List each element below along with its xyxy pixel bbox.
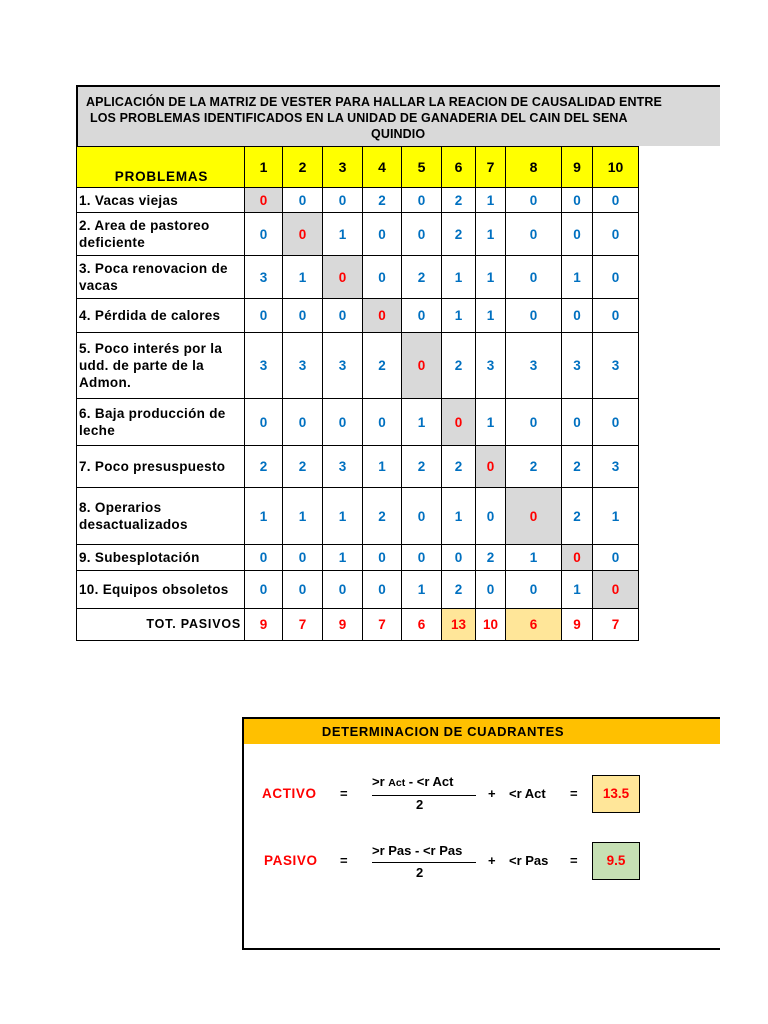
table-row [77,299,639,333]
matrix-cell: 2 [442,446,476,488]
matrix-cell: 0 [283,188,323,213]
matrix-cell: 1 [363,446,402,488]
matrix-cell: 0 [593,213,639,256]
matrix-cell: 1 [476,256,506,299]
activo-denominator: 2 [416,797,424,812]
matrix-cell: 3 [323,333,363,399]
matrix-cell: 1 [283,256,323,299]
matrix-cell: 1 [323,545,363,571]
matrix-cell: 0 [245,213,283,256]
matrix-cell: 0 [593,256,639,299]
matrix-cell: 2 [442,188,476,213]
matrix-cell: 0 [562,545,593,571]
matrix-cell: 0 [323,399,363,446]
matrix-cell: 2 [402,446,442,488]
matrix-cell: 3 [283,333,323,399]
totals-row [77,609,639,641]
matrix-cell: 3 [506,333,562,399]
activo-plus: + [488,786,496,801]
matrix-cell: 3 [476,333,506,399]
quadrants-header-text: DETERMINACION DE CUADRANTES [321,724,565,739]
matrix-cell: 1 [476,399,506,446]
matrix-cell: 1 [283,488,323,545]
matrix-cell: 2 [442,571,476,609]
matrix-cell: 0 [283,399,323,446]
matrix-cell: 0 [506,256,562,299]
matrix-cell: 0 [363,399,402,446]
column-header-9: 9 [562,147,593,188]
matrix-cell: 1 [476,213,506,256]
matrix-cell: 0 [323,188,363,213]
matrix-cell: 1 [402,399,442,446]
matrix-cell: 1 [442,256,476,299]
total-cell: 6 [402,609,442,641]
matrix-cell: 0 [363,299,402,333]
matrix-cell: 0 [363,571,402,609]
problem-label-line: 10. Equipos obsoletos [79,582,229,597]
table-row [77,488,639,545]
matrix-cell: 2 [363,188,402,213]
matrix-cell: 2 [363,488,402,545]
activo-label: ACTIVO [262,786,317,801]
matrix-cell: 0 [506,399,562,446]
matrix-cell: 1 [323,488,363,545]
column-header-4: 4 [363,147,402,188]
problem-label-line: deficiente [79,235,146,250]
matrix-cell: 0 [476,446,506,488]
matrix-cell: 1 [442,299,476,333]
problem-label-line: 3. Poca renovacion de [79,261,228,276]
matrix-cell: 0 [506,299,562,333]
problem-label-line: udd. de parte de la [79,358,204,373]
matrix-cell: 0 [283,299,323,333]
total-cell: 9 [562,609,593,641]
matrix-cell: 0 [593,545,639,571]
problem-label [77,188,245,213]
matrix-cell: 0 [562,213,593,256]
title-line-3: QUINDIO [371,127,426,141]
problem-label [77,213,245,256]
matrix-cell: 0 [283,213,323,256]
matrix-cell: 2 [506,446,562,488]
matrix-cell: 3 [323,446,363,488]
total-cell: 9 [323,609,363,641]
matrix-cell: 0 [442,545,476,571]
pasivo-plus: + [488,853,496,868]
matrix-cell: 0 [476,571,506,609]
matrix-cell: 1 [593,488,639,545]
activo-equals: = [340,786,348,801]
matrix-cell: 0 [506,213,562,256]
matrix-cell: 3 [593,446,639,488]
pasivo-label: PASIVO [264,853,318,868]
activo-equals-2: = [570,786,578,801]
problem-label-line: 1. Vacas viejas [79,192,179,208]
matrix-cell: 0 [562,299,593,333]
matrix-cell: 0 [402,333,442,399]
activo-fraction-bar [372,795,476,796]
quadrants-header [244,717,720,744]
matrix-cell: 2 [442,213,476,256]
totals-label: TOT. PASIVOS [77,609,245,641]
problem-label [77,299,245,333]
problem-label [77,446,245,488]
matrix-cell: 0 [402,488,442,545]
table-row [77,545,639,571]
column-header-6: 6 [442,147,476,188]
total-cell: 7 [283,609,323,641]
problems-header: PROBLEMAS [77,147,245,188]
matrix-cell: 2 [283,446,323,488]
problem-label [77,571,245,609]
matrix-cell: 0 [506,571,562,609]
matrix-cell: 0 [442,399,476,446]
matrix-cell: 0 [562,188,593,213]
title-line-1: APLICACIÓN DE LA MATRIZ DE VESTER PARA HALLAR LA REACION DE CAUSALIDAD ENTRE [86,95,662,109]
header-row [77,147,639,188]
pasivo-equals: = [340,853,348,868]
problem-label [77,333,245,399]
matrix-cell: 0 [593,571,639,609]
matrix-cell: 0 [593,299,639,333]
problem-label [77,399,245,446]
problem-label-line: 7. Poco presuspuesto [79,459,226,474]
matrix-cell: 0 [593,399,639,446]
column-header-8: 8 [506,147,562,188]
problem-label-line: 4. Pérdida de calores [79,308,221,323]
matrix-cell: 2 [476,545,506,571]
title-line-2: LOS PROBLEMAS IDENTIFICADOS EN LA UNIDAD DE GANADERIA DEL CAIN DEL SENA [90,111,628,125]
matrix-cell: 1 [323,213,363,256]
matrix-cell: 1 [442,488,476,545]
matrix-cell: 0 [245,188,283,213]
table-row [77,446,639,488]
column-header-1: 1 [245,147,283,188]
problem-label-line: vacas [79,278,119,293]
matrix-cell: 0 [562,399,593,446]
activo-numerator: >r Act - <r Act [372,774,454,789]
total-cell: 10 [476,609,506,641]
matrix-cell: 2 [562,446,593,488]
matrix-cell: 2 [402,256,442,299]
column-header-3: 3 [323,147,363,188]
matrix-cell: 0 [323,299,363,333]
matrix-cell: 1 [562,571,593,609]
matrix-cell: 0 [363,545,402,571]
matrix-cell: 1 [245,488,283,545]
matrix-cell: 0 [323,256,363,299]
problem-label-line: 8. Operarios [79,500,162,515]
matrix-cell: 0 [245,571,283,609]
column-header-10: 10 [593,147,639,188]
table-row [77,571,639,609]
pasivo-equals-2: = [570,853,578,868]
matrix-cell: 2 [442,333,476,399]
matrix-cell: 0 [323,571,363,609]
matrix-cell: 0 [506,188,562,213]
problem-label-line: desactualizados [79,517,188,532]
matrix-cell: 2 [562,488,593,545]
matrix-cell: 0 [245,399,283,446]
matrix-cell: 3 [245,333,283,399]
table-row [77,333,639,399]
total-cell: 7 [363,609,402,641]
matrix-cell: 2 [245,446,283,488]
vester-matrix [76,146,639,641]
matrix-cell: 1 [476,299,506,333]
matrix-cell: 0 [283,571,323,609]
problem-label-line: leche [79,423,116,438]
problem-label [77,256,245,299]
problem-label [77,488,245,545]
matrix-cell: 0 [363,256,402,299]
activo-result: 13.5 [592,775,640,813]
activo-term: <r Act [509,786,546,801]
table-row [77,256,639,299]
pasivo-fraction-bar [372,862,476,863]
pasivo-term: <r Pas [509,853,549,868]
matrix-cell: 0 [593,188,639,213]
matrix-cell: 3 [593,333,639,399]
column-header-5: 5 [402,147,442,188]
total-cell: 7 [593,609,639,641]
matrix-cell: 1 [476,188,506,213]
matrix-cell: 0 [402,213,442,256]
total-cell: 9 [245,609,283,641]
total-cell: 13 [442,609,476,641]
table-row [77,213,639,256]
matrix-cell: 3 [562,333,593,399]
matrix-cell: 2 [363,333,402,399]
matrix-cell: 3 [245,256,283,299]
matrix-cell: 0 [402,188,442,213]
problem-label-line: Admon. [79,375,132,390]
pasivo-denominator: 2 [416,865,424,880]
column-header-2: 2 [283,147,323,188]
matrix-cell: 0 [402,545,442,571]
pasivo-numerator: >r Pas - <r Pas [372,843,463,858]
problem-label-line: 2. Area de pastoreo [79,218,210,233]
matrix-cell: 0 [245,299,283,333]
matrix-cell: 0 [245,545,283,571]
matrix-cell: 0 [506,488,562,545]
matrix-cell: 0 [402,299,442,333]
matrix-cell: 0 [476,488,506,545]
table-row [77,399,639,446]
column-header-7: 7 [476,147,506,188]
total-cell: 6 [506,609,562,641]
matrix-cell: 0 [283,545,323,571]
matrix-cell: 0 [363,213,402,256]
matrix-cell: 1 [402,571,442,609]
problem-label-line: 6. Baja producción de [79,406,226,421]
problem-label-line: 5. Poco interés por la [79,341,223,356]
pasivo-result: 9.5 [592,842,640,880]
problem-label [77,545,245,571]
matrix-cell: 1 [506,545,562,571]
quadrants-panel [242,717,720,950]
problem-label-line: 9. Subesplotación [79,550,200,565]
matrix-title [76,85,720,146]
matrix-cell: 1 [562,256,593,299]
table-row [77,188,639,213]
